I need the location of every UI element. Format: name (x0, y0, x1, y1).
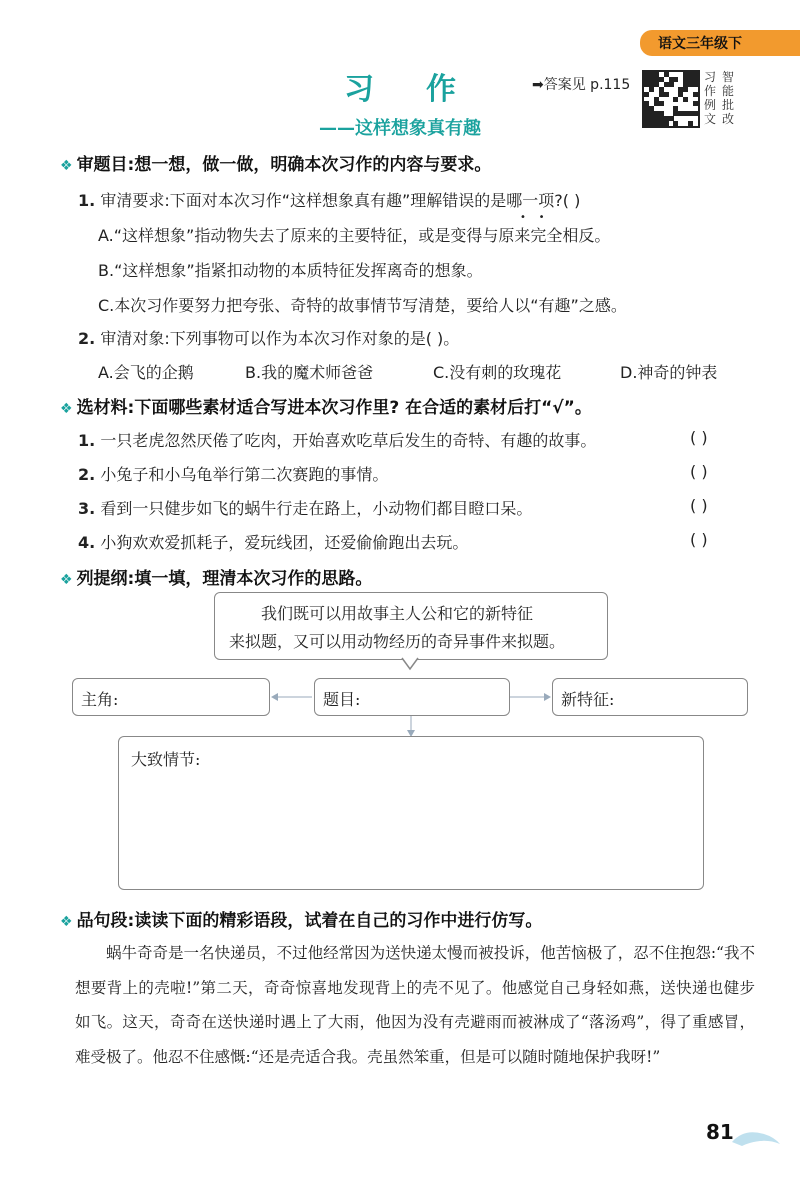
item-text: 小兔子和小乌龟举行第二次赛跑的事情。 (100, 465, 389, 484)
page-number: 81 (706, 1120, 734, 1144)
item-text: 看到一只健步如飞的蜗牛行走在路上，小动物们都目瞪口呆。 (100, 499, 533, 518)
protagonist-label: 主角: (81, 690, 119, 709)
option-1a: A.“这样想象”指动物失去了原来的主要特征，或是变得与原来完全相反。 (98, 226, 611, 245)
item-text: 一只老虎忽然厌倦了吃肉，开始喜欢吃草后发生的奇特、有趣的故事。 (100, 431, 597, 450)
topic-label: 题目: (323, 690, 361, 709)
material-item-2 (78, 462, 388, 485)
item-number: 2. (78, 465, 96, 484)
item-number: 3. (78, 499, 96, 518)
section-label: 选材料:下面哪些素材适合写进本次习作里? 在合适的素材后打“√”。 (76, 398, 592, 418)
item-number: 4. (78, 533, 96, 552)
tip-line-2: 来拟题，又可以用动物经历的奇异事件来拟题。 (229, 632, 566, 651)
section-heading-material (60, 393, 592, 418)
plot-field[interactable] (118, 736, 704, 890)
question-1 (78, 188, 580, 211)
material-item-3 (78, 496, 532, 519)
qr-label-char: 智 (722, 70, 735, 84)
qr-label-char: 例 (704, 98, 717, 112)
section-label: 审题目:想一想，做一做，明确本次习作的内容与要求。 (76, 155, 492, 175)
option-2b: B.我的魔术师爸爸 (245, 363, 374, 382)
feature-label: 新特征: (561, 690, 615, 709)
qr-label-char: 能 (722, 84, 735, 98)
page-subtitle: ——这样想象真有趣 (319, 118, 481, 139)
emphasis-dots: • • (520, 212, 545, 223)
answer-paren[interactable]: ( ) (690, 428, 708, 447)
bubble-tail-icon (400, 657, 420, 671)
plot-label: 大致情节: (131, 750, 201, 769)
topic-field[interactable] (314, 678, 510, 716)
model-passage (75, 936, 755, 1074)
question-number: 2. (78, 329, 96, 348)
diamond-bullet-icon: ❖ (60, 572, 73, 588)
item-text: 小狗欢欢爱抓耗子，爱玩线团，还爱偷偷跑出去玩。 (100, 533, 469, 552)
item-number: 1. (78, 431, 96, 450)
answer-paren[interactable]: ( ) (690, 496, 708, 515)
section-heading-sentences (60, 906, 542, 931)
qr-labels (704, 70, 740, 126)
qr-label-char: 作 (704, 84, 717, 98)
passage-text: 蜗牛奇奇是一名快递员，不过他经常因为送快递太慢而被投诉，他苦恼极了，忍不住抱怨:“我不想要背上的壳啦!”第二天，奇奇惊喜地发现背上的壳不见了。他感觉自己身轻如燕，送快递也健步如飞。这天，奇奇在送快递时遇上了大雨，他因为没有壳避雨而被淋成了“落汤鸡”，得了重感冒，难受极了。他忍不住感慨:“还是壳适合我。壳虽然笨重，但是可以随时随地保护我呀!” (75, 944, 755, 1066)
protagonist-field[interactable] (72, 678, 270, 716)
question-text: 审清对象:下列事物可以作为本次习作对象的是( )。 (100, 329, 460, 348)
arrow-right-icon (510, 690, 552, 704)
section-label: 列提纲:填一填，理清本次习作的思路。 (76, 569, 373, 589)
answer-reference: ➡答案见 p.115 (532, 77, 631, 93)
option-2d: D.神奇的钟表 (620, 363, 718, 382)
section-heading-outline (60, 564, 372, 589)
qr-label-char: 改 (722, 112, 735, 126)
diamond-bullet-icon: ❖ (60, 158, 73, 174)
page-title: 习作 (344, 72, 508, 107)
option-2a: A.会飞的企鹅 (98, 363, 194, 382)
qr-label-char: 文 (704, 112, 717, 126)
grade-tab: 语文三年级下 (640, 30, 800, 56)
tip-bubble (214, 592, 608, 660)
answer-paren[interactable]: ( ) (690, 462, 708, 481)
material-item-1 (78, 428, 596, 451)
diamond-bullet-icon: ❖ (60, 401, 73, 417)
feature-field[interactable] (552, 678, 748, 716)
material-item-4 (78, 530, 468, 553)
dolphin-icon (730, 1126, 784, 1148)
option-1b: B.“这样想象”指紧扣动物的本质特征发挥离奇的想象。 (98, 261, 483, 280)
arrow-left-icon (270, 690, 314, 704)
option-2c: C.没有刺的玫瑰花 (433, 363, 562, 382)
qr-label-char: 习 (704, 70, 717, 84)
question-text: 审清要求:下面对本次习作“这样想象真有趣”理解错误的是哪一项?( ) (100, 191, 581, 210)
answer-paren[interactable]: ( ) (690, 530, 708, 549)
qr-code-icon[interactable] (642, 70, 700, 128)
question-2 (78, 326, 459, 349)
tip-line-1: 我们既可以用故事主人公和它的新特征 (261, 604, 534, 623)
question-number: 1. (78, 191, 96, 210)
section-heading-topic (60, 150, 491, 175)
diamond-bullet-icon: ❖ (60, 914, 73, 930)
arrow-down-icon (404, 716, 418, 738)
qr-label-char: 批 (722, 98, 735, 112)
section-label: 品句段:读读下面的精彩语段，试着在自己的习作中进行仿写。 (76, 911, 543, 931)
option-1c: C.本次习作要努力把夸张、奇特的故事情节写清楚，要给人以“有趣”之感。 (98, 296, 627, 315)
